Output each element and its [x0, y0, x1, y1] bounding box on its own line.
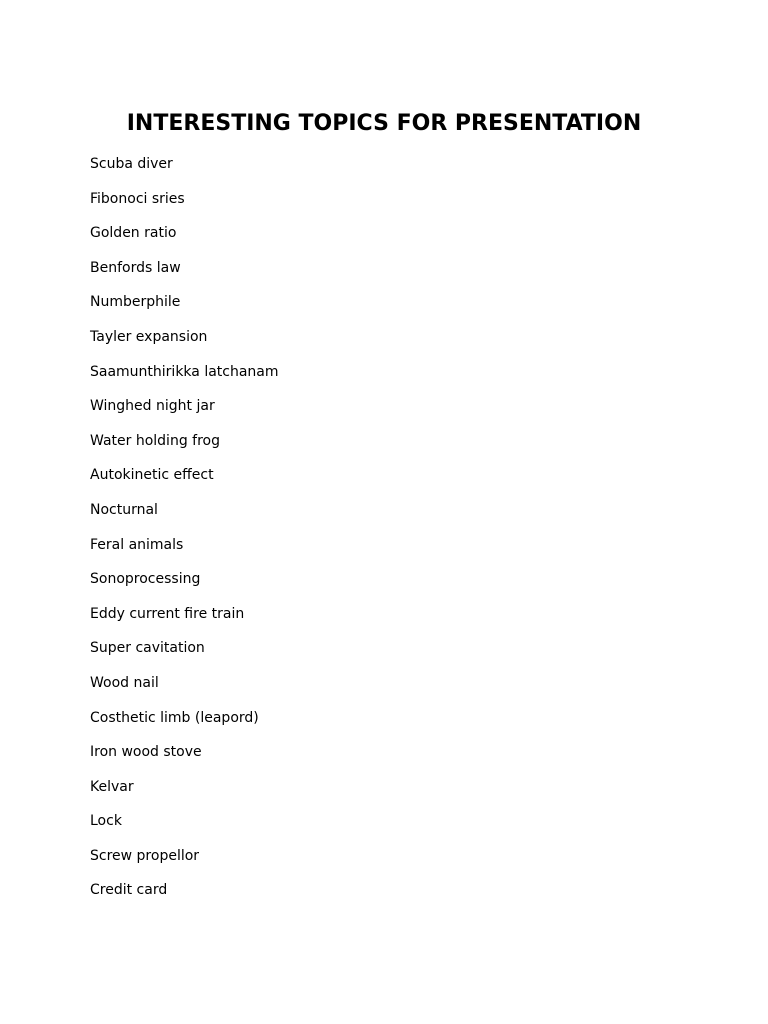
topic-item: Feral animals	[90, 536, 184, 553]
topic-item: Fibonoci sries	[90, 190, 185, 207]
topic-item: Credit card	[90, 882, 168, 899]
topic-item: Lock	[90, 813, 122, 830]
topic-item: Sonoprocessing	[90, 571, 201, 588]
topic-item: Iron wood stove	[90, 744, 202, 761]
topic-item: Saamunthirikka latchanam	[90, 363, 279, 380]
topic-item: Costhetic limb (leapord)	[90, 709, 259, 726]
topic-item: Tayler expansion	[90, 328, 208, 345]
topic-item: Kelvar	[90, 778, 134, 795]
topic-item: Super cavitation	[90, 640, 205, 657]
topic-item: Golden ratio	[90, 225, 177, 242]
topic-item: Water holding frog	[90, 432, 220, 449]
topic-item: Benfords law	[90, 259, 181, 276]
topic-item: Wood nail	[90, 674, 159, 691]
topic-item: Numberphile	[90, 294, 181, 311]
topic-item: Scuba diver	[90, 156, 173, 172]
document-title: INTERESTING TOPICS FOR PRESENTATION	[126, 111, 642, 136]
topic-item: Screw propellor	[90, 847, 200, 864]
topic-item: Nocturnal	[90, 501, 158, 518]
topic-item: Eddy current fire train	[90, 605, 245, 622]
topic-item: Autokinetic effect	[90, 467, 214, 484]
topic-list	[90, 154, 279, 915]
topic-item: Winghed night jar	[90, 398, 215, 415]
